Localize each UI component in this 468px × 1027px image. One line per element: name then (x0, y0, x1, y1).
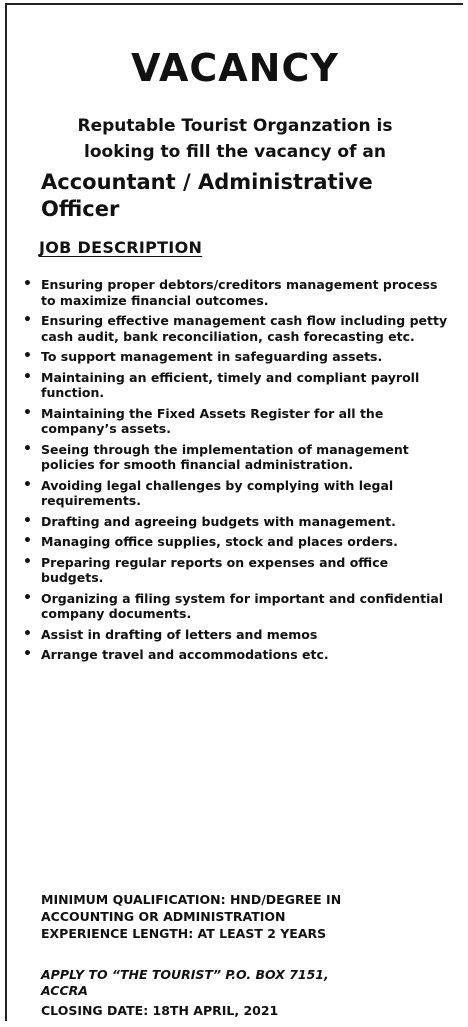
bullet-icon: • (23, 276, 32, 292)
qualification-line-1: MINIMUM QUALIFICATION: HND/DEGREE IN (41, 892, 342, 907)
bullet-icon: • (23, 646, 32, 662)
position-title (41, 169, 451, 223)
list-item (21, 478, 453, 509)
duty-text: Preparing regular reports on expenses and office budgets. (41, 554, 389, 585)
duty-text: Ensuring proper debtors/creditors management process to maximize financial outcomes. (41, 277, 438, 308)
bullet-icon: • (23, 476, 32, 493)
intro-text (7, 113, 463, 165)
list-item (21, 534, 453, 550)
duty-text: Managing office supplies, stock and places orders. (41, 534, 398, 549)
bullet-icon: • (23, 553, 32, 570)
list-item (21, 514, 453, 530)
list-item (21, 442, 453, 473)
bullet-icon: • (23, 440, 32, 457)
apply-line-2: ACCRA (41, 983, 88, 998)
bullet-icon: • (23, 512, 32, 529)
duty-text: Avoiding legal challenges by complying with legal requirements. (41, 477, 394, 508)
bullet-icon: • (23, 589, 32, 606)
bullet-icon: • (23, 348, 32, 364)
duty-text: Drafting and agreeing budgets with management. (41, 513, 396, 529)
vacancy-title: VACANCY (131, 46, 339, 90)
apply-line-1: APPLY TO “THE TOURIST” P.O. BOX 7151, (41, 967, 329, 982)
duty-text: Ensuring effective management cash flow including petty cash audit, bank reconciliation, cash forecasting etc. (41, 313, 448, 344)
position-line-2: Officer (41, 197, 120, 221)
list-item (21, 313, 453, 344)
list-item (21, 349, 453, 365)
duty-text: Arrange travel and accommodations etc. (41, 647, 329, 662)
vacancy-advert (5, 3, 463, 1021)
closing-date: CLOSING DATE: 18TH APRIL, 2021 (41, 1003, 279, 1018)
duty-text: Organizing a filing system for important and confidential company documents. (41, 590, 444, 621)
list-item (21, 647, 453, 663)
duty-text: Maintaining the Fixed Assets Register for all the company’s assets. (41, 405, 384, 436)
bullet-icon: • (23, 533, 32, 549)
apply-address (41, 967, 451, 999)
intro-line-2: looking to fill the vacancy of an (84, 142, 386, 162)
list-item (21, 406, 453, 437)
list-item (21, 555, 453, 586)
list-item (21, 627, 453, 643)
duty-text: Maintaining an efficient, timely and compliant payroll function. (41, 369, 420, 400)
intro-line-1: Reputable Tourist Organzation is (77, 116, 393, 136)
qualification-block (41, 891, 451, 942)
duty-text: Assist in drafting of letters and memos (41, 626, 318, 642)
duty-text: To support management in safeguarding assets. (41, 349, 383, 364)
bullet-icon: • (23, 404, 32, 421)
list-item (21, 591, 453, 622)
list-item (21, 370, 453, 401)
qualification-line-2: ACCOUNTING OR ADMINISTRATION (41, 909, 286, 924)
job-description-heading: JOB DESCRIPTION (39, 238, 203, 257)
list-item (21, 277, 453, 308)
duty-text: Seeing through the implementation of management policies for smooth financial administration. (41, 441, 409, 472)
bullet-icon: • (23, 312, 32, 328)
position-line-1: Accountant / Administrative (41, 170, 373, 194)
bullet-icon: • (23, 625, 32, 642)
experience-line: EXPERIENCE LENGTH: AT LEAST 2 YEARS (41, 926, 327, 941)
duties-list (21, 277, 453, 668)
bullet-icon: • (23, 368, 32, 385)
